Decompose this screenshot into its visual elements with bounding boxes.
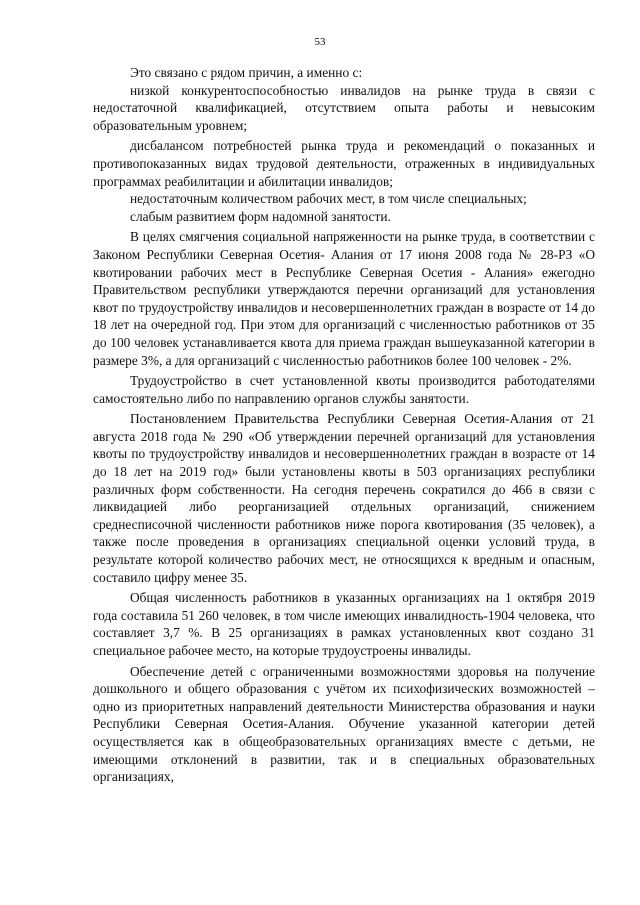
document-body	[93, 64, 595, 786]
paragraph: низкой конкурентоспособностью инвалидов на рынке труда в связи с недостаточной квалификацией, отсутствием опыта работы и невысоким образовательным уровнем;	[93, 82, 595, 133]
paragraph: недостаточным количеством рабочих мест, в том числе специальных;	[130, 191, 527, 207]
paragraph: Постановлением Правительства Республики Северная Осетия-Алания от 21 августа 2018 года № 290 «Об утверждении перечней организаций для установления квоты по трудоустройству инвалидов и несовершеннолетних граждан в возрасте от 14 до 18 лет на 2019 год» были установлены квоты в 503 организациях республики различных форм собственности. На сегодня перечень сократился до 466 в связи с ликвидацией либо реорганизацией отдельных организаций, снижением среднесписочной численности работников ниже порога квотирования (35 человек), а также после проведения в организациях специальной оценки условий труда, в результате которой количество рабочих мест, не относящихся к вредным и опасным, составило цифру менее 35.	[93, 411, 595, 585]
paragraph: Обеспечение детей с ограниченными возможностями здоровья на получение дошкольного и общего образования с учётом их психофизических возможностей – одно из приоритетных направлений деятельности Министерства образования и науки Республики Северная Осетия-Алания. Обучение указанной категории детей осуществляется как в общеобразовательных организациях вместе с детьми, не имеющими отклонений в развитии, так и в специальных образовательных организациях,	[93, 663, 595, 785]
paragraph: Трудоустройство в счет установленной квоты производится работодателями самостоятельно либо по направлению органов службы занятости.	[93, 373, 595, 406]
paragraph: Это связано с рядом причин, а именно с:	[130, 65, 363, 80]
paragraph: дисбалансом потребностей рынка труда и рекомендаций о показанных и противопоказанных видах трудовой деятельности, отраженных в индивидуальных программах реабилитации и абилитации инвалидов;	[93, 138, 595, 189]
paragraph: слабым развитием форм надомной занятости.	[130, 208, 391, 224]
paragraph: В целях смягчения социальной напряженности на рынке труда, в соответствии с Законом Республики Северная Осетия- Алания от 17 июня 2008 года № 28-РЗ «О квотировании рабочих мест в Республике Северная Осетия - Алания» ежегодно Правительством республики утверждаются перечни организаций для установления квот по трудоустройству инвалидов и несовершеннолетних граждан в возрасте от 14 до 18 лет на очередной год. При этом для организаций с численностью работников от 35 до 100 человек устанавливается квота для приема граждан вышеуказанной категории в размере 3%, а для организаций с численностью работников более 100 человек - 2%.	[93, 229, 595, 368]
paragraph: Общая численность работников в указанных организациях на 1 октября 2019 года составила 51 260 человек, в том числе имеющих инвалидность-1904 человека, что составляет 3,7 %. В 25 организациях в рамках установленных квот создано 31 специальное рабочее место, на которые трудоустроены инвалиды.	[93, 590, 595, 658]
page-number: 53	[314, 36, 326, 48]
